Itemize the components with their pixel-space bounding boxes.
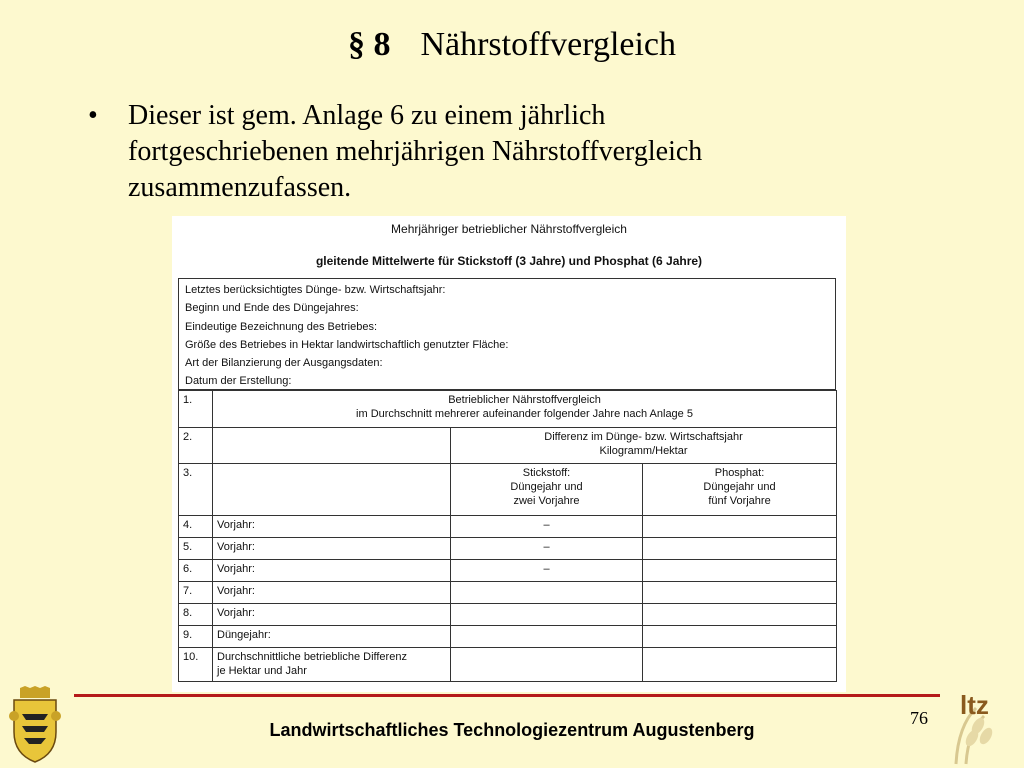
phosphate-line3: fünf Vorjahre	[708, 495, 771, 507]
table-row	[179, 516, 837, 538]
row-label: Düngejahr:	[213, 626, 451, 648]
slide-title	[0, 26, 1024, 64]
row-number: 4.	[179, 516, 213, 538]
ltz-logo-icon	[946, 686, 1022, 766]
row-number: 8.	[179, 604, 213, 626]
phosphate-header	[643, 464, 837, 516]
nitrogen-line3: zwei Vorjahre	[513, 495, 580, 507]
bullet-symbol: •	[88, 100, 98, 131]
bullet-line-2: fortgeschriebenen mehrjährigen Nährstoffvergleich	[128, 136, 703, 167]
table-row	[179, 428, 837, 464]
table-row	[179, 604, 837, 626]
nitrogen-cell	[451, 604, 643, 626]
phosphate-cell	[643, 560, 837, 582]
footer-divider	[74, 694, 940, 697]
nitrogen-line2: Düngejahr und	[510, 481, 583, 493]
row2-empty	[213, 428, 451, 464]
nutrient-comparison-form	[172, 216, 846, 692]
nitrogen-cell: –	[451, 538, 643, 560]
form-table	[178, 390, 837, 682]
table-row	[179, 560, 837, 582]
row1-line1: Betrieblicher Nährstoffvergleich	[448, 394, 601, 406]
row-label: Vorjahr:	[213, 604, 451, 626]
row2-line1: Differenz im Dünge- bzw. Wirtschaftsjahr	[544, 431, 743, 443]
row2-line2: Kilogramm/Hektar	[599, 445, 688, 457]
bullet-line-1: Dieser ist gem. Anlage 6 zu einem jährlich	[128, 100, 606, 131]
table-row	[179, 626, 837, 648]
phosphate-cell	[643, 516, 837, 538]
info-line: Eindeutige Bezeichnung des Betriebes:	[185, 320, 378, 333]
form-subheading: gleitende Mittelwerte für Stickstoff (3 Jahre) und Phosphat (6 Jahre)	[315, 254, 703, 268]
row-label: Vorjahr:	[213, 516, 451, 538]
info-line: Datum der Erstellung:	[185, 375, 292, 388]
row1-line2: im Durchschnitt mehrerer aufeinander folgender Jahre nach Anlage 5	[356, 408, 693, 420]
row-number: 7.	[179, 582, 213, 604]
phosphate-line2: Düngejahr und	[703, 481, 776, 493]
nitrogen-cell	[451, 626, 643, 648]
phosphate-cell	[643, 604, 837, 626]
form-heading: Mehrjähriger betrieblicher Nährstoffvergleich	[391, 222, 627, 236]
row-number: 9.	[179, 626, 213, 648]
nitrogen-cell: –	[451, 516, 643, 538]
info-line: Beginn und Ende des Düngejahres:	[185, 302, 359, 315]
info-line: Größe des Betriebes in Hektar landwirtschaftlich genutzter Fläche:	[185, 338, 509, 351]
row10-line1: Durchschnittliche betriebliche Differenz	[217, 651, 407, 663]
row-label: Vorjahr:	[213, 560, 451, 582]
table-row	[179, 538, 837, 560]
phosphate-cell	[643, 626, 837, 648]
info-line: Art der Bilanzierung der Ausgangsdaten:	[185, 357, 383, 370]
nitrogen-cell	[451, 582, 643, 604]
row-number: 10.	[179, 648, 213, 682]
row2-text	[451, 428, 837, 464]
section-number: § 8	[347, 26, 391, 63]
row1-text	[213, 391, 837, 428]
form-info-box	[178, 278, 836, 390]
phosphate-line1: Phosphat:	[714, 467, 765, 479]
nitrogen-cell: –	[451, 560, 643, 582]
logo-text: ltz	[960, 690, 989, 720]
table-row	[179, 582, 837, 604]
row-number: 5.	[179, 538, 213, 560]
phosphate-cell	[643, 582, 837, 604]
row3-empty	[213, 464, 451, 516]
nitrogen-line1: Stickstoff:	[522, 467, 571, 479]
row10-label	[213, 648, 451, 682]
title-text: Nährstoffvergleich	[420, 26, 677, 63]
table-row	[179, 464, 837, 516]
bullet-point	[88, 98, 848, 206]
nitrogen-cell	[451, 648, 643, 682]
table-row	[179, 391, 837, 428]
row-label: Vorjahr:	[213, 582, 451, 604]
row-label: Vorjahr:	[213, 538, 451, 560]
row-number: 6.	[179, 560, 213, 582]
table-row	[179, 648, 837, 682]
bullet-line-3: zusammenzufassen.	[128, 172, 352, 203]
info-line: Letztes berücksichtigtes Dünge- bzw. Wirtschaftsjahr:	[185, 284, 446, 296]
nitrogen-header	[451, 464, 643, 516]
phosphate-cell	[643, 538, 837, 560]
row-number: 3.	[179, 464, 213, 516]
phosphate-cell	[643, 648, 837, 682]
row-number: 1.	[179, 391, 213, 428]
footer-institution: Landwirtschaftliches Technologiezentrum Augustenberg	[269, 720, 755, 740]
row10-line2: je Hektar und Jahr	[217, 665, 307, 677]
page-number: 76	[910, 708, 928, 728]
row-number: 2.	[179, 428, 213, 464]
